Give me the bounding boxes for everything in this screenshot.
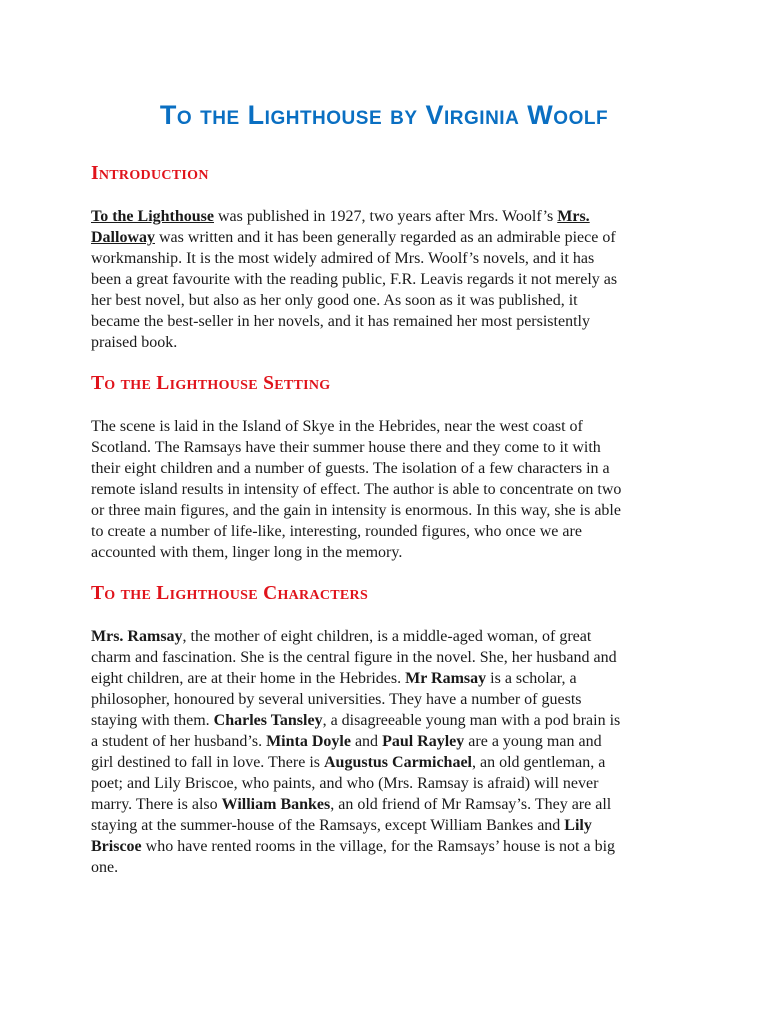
text-run: philosopher, honoured by several universities. They have a number of guests [91, 691, 582, 708]
text-run: are a young man and [464, 733, 602, 750]
emphasis-run: Mrs. Ramsay [91, 628, 183, 645]
text-run: , the mother of eight children, is a middle-aged woman, of great [182, 628, 592, 645]
text-run: Scotland. The Ramsays have their summer house there and they come to it with [91, 439, 601, 456]
text-run: or three main figures, and the gain in intensity is enormous. In this way, she is able [91, 502, 621, 519]
emphasis-run: Augustus Carmichael [323, 754, 472, 771]
text-line [91, 227, 687, 248]
text-line [91, 689, 687, 710]
text-line [91, 857, 687, 878]
text-line [91, 437, 687, 458]
section-heading-setting: To the Lighthouse Setting [91, 373, 331, 394]
text-run: been a great favourite with the reading public, F.R. Leavis regards it not merely as [91, 271, 618, 288]
text-line [91, 794, 687, 815]
emphasis-run: Dalloway [91, 229, 155, 246]
text-run: to create a number of life-like, interesting, rounded figures, who once we are [91, 523, 582, 540]
text-run: , an old gentleman, a [472, 754, 606, 771]
text-run: staying with them. [91, 712, 214, 729]
text-line [91, 206, 687, 227]
emphasis-run: Mr Ramsay [405, 670, 487, 687]
text-run: was published in 1927, two years after Mrs. Woolf’s [214, 208, 558, 225]
text-line [91, 248, 687, 269]
text-run: and [350, 733, 383, 750]
paragraph-introduction [91, 206, 687, 353]
text-line [91, 521, 687, 542]
text-run: a student of her husband’s. [91, 733, 267, 750]
document-title: To the Lighthouse by Virginia Woolf [159, 100, 609, 130]
text-run: who have rented rooms in the village, for the Ramsays’ house is not a big [141, 838, 616, 855]
text-line [91, 626, 687, 647]
text-run: praised book. [91, 334, 178, 351]
text-run: workmanship. It is the most widely admired of Mrs. Woolf’s novels, and it has [91, 250, 595, 267]
text-run: , an old friend of Mr Ramsay’s. They are all [330, 796, 612, 813]
text-run: staying at the summer-house of the Ramsays, except William Bankes and [91, 817, 565, 834]
text-run: poet; and Lily Briscoe, who paints, and who (Mrs. Ramsay is afraid) will never [91, 775, 599, 792]
text-run: remote island results in intensity of effect. The author is able to concentrate on two [91, 481, 622, 498]
text-line [91, 752, 687, 773]
emphasis-run: William Bankes [221, 796, 331, 813]
text-line [91, 836, 687, 857]
text-line [91, 500, 687, 521]
text-run: eight children, are at their home in the Hebrides. [91, 670, 406, 687]
text-line [91, 647, 687, 668]
text-line [91, 668, 687, 689]
text-run: is a scholar, a [486, 670, 577, 687]
emphasis-run: Mrs. [557, 208, 590, 225]
emphasis-run: Briscoe [91, 838, 142, 855]
text-line [91, 710, 687, 731]
text-run: one. [91, 859, 119, 876]
text-run: charm and fascination. She is the central figure in the novel. She, her husband and [91, 649, 617, 666]
emphasis-run: To the Lighthouse [91, 208, 214, 225]
text-run: , a disagreeable young man with a pod brain is [322, 712, 621, 729]
paragraph-setting [91, 416, 687, 563]
text-run: girl destined to fall in love. There is [91, 754, 324, 771]
text-line [91, 290, 687, 311]
text-line [91, 311, 687, 332]
text-line [91, 458, 687, 479]
text-line [91, 416, 687, 437]
text-line [91, 269, 687, 290]
emphasis-run: Paul Rayley [382, 733, 465, 750]
emphasis-run: Charles Tansley [213, 712, 323, 729]
section-heading-characters: To the Lighthouse Characters [91, 583, 369, 604]
section-heading-introduction: Introduction [91, 163, 209, 184]
text-line [91, 542, 687, 563]
emphasis-run: Minta Doyle [266, 733, 351, 750]
text-run: accounted with them, linger long in the memory. [91, 544, 403, 561]
text-run: was written and it has been generally regarded as an admirable piece of [155, 229, 616, 246]
text-run: became the best-seller in her novels, and it has remained her most persistently [91, 313, 590, 330]
paragraph-characters [91, 626, 687, 878]
text-line [91, 815, 687, 836]
text-line [91, 731, 687, 752]
text-line [91, 479, 687, 500]
text-line [91, 773, 687, 794]
text-run: marry. There is also [91, 796, 222, 813]
emphasis-run: Lily [564, 817, 592, 834]
text-run: The scene is laid in the Island of Skye in the Hebrides, near the west coast of [91, 418, 583, 435]
text-run: their eight children and a number of guests. The isolation of a few characters in a [91, 460, 610, 477]
text-line [91, 332, 687, 353]
text-run: her best novel, but also as her only good one. As soon as it was published, it [91, 292, 578, 309]
